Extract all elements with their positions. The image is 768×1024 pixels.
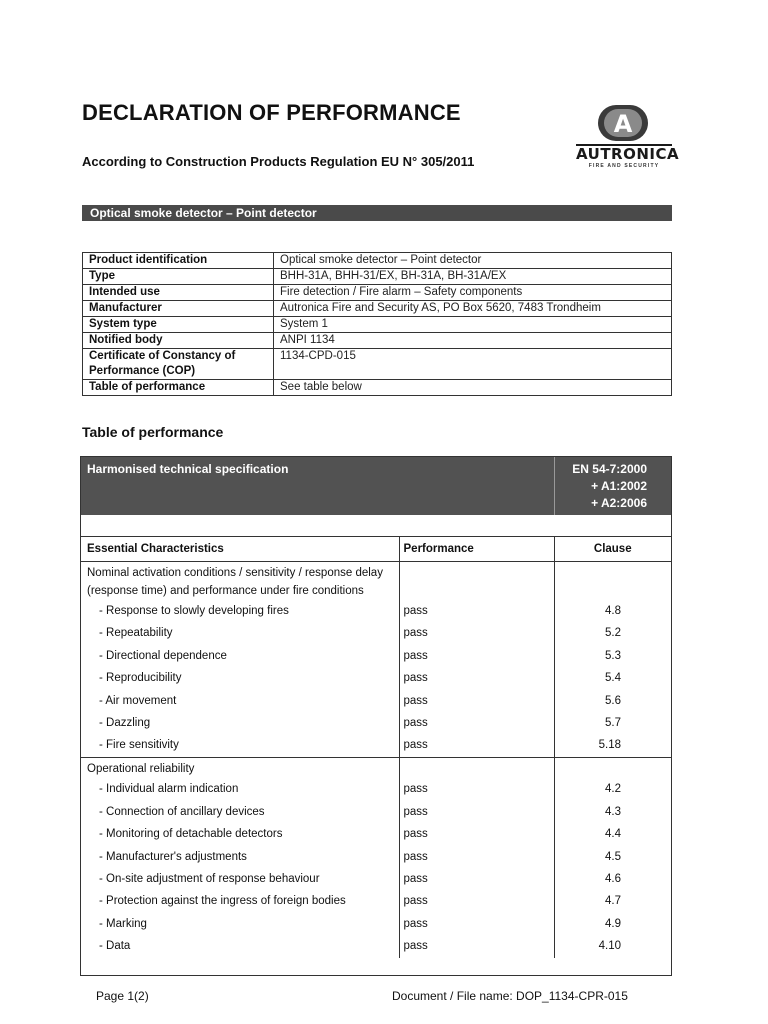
page-number: Page 1(2) [96, 989, 149, 1003]
group-title: Nominal activation conditions / sensitivity / response delay (response time) and performance under fire conditions [87, 567, 383, 597]
performance-value: pass [399, 667, 554, 689]
table-row [81, 913, 671, 935]
column-header: Essential Characteristics [81, 537, 399, 562]
table-row [81, 690, 671, 712]
spec-standard-line: EN 54-7:2000 [572, 462, 647, 476]
clause-value: 5.6 [554, 690, 671, 712]
clause-value: 4.2 [554, 778, 671, 800]
spec-standard [554, 457, 671, 515]
clause-value: 4.3 [554, 801, 671, 823]
characteristic-name: - Protection against the ingress of foreign bodies [99, 895, 346, 908]
file-name: Document / File name: DOP_1134-CPR-015 [392, 989, 628, 1003]
table-row [83, 349, 672, 380]
spec-header [81, 457, 671, 515]
table-row [83, 253, 672, 269]
id-label: Certificate of Constancy of Performance (COP) [83, 349, 274, 380]
id-value: Fire detection / Fire alarm – Safety components [274, 285, 672, 301]
clause-value: 4.8 [554, 600, 671, 622]
table-row [81, 890, 671, 912]
performance-value: pass [399, 823, 554, 845]
id-value: System 1 [274, 317, 672, 333]
clause-value: 4.7 [554, 890, 671, 912]
autronica-logo [576, 104, 680, 172]
characteristic-name: - Connection of ancillary devices [99, 805, 265, 818]
table-row [81, 667, 671, 689]
table-row [83, 333, 672, 349]
table-row [83, 317, 672, 333]
table-row [83, 380, 672, 396]
autronica-badge-icon [597, 104, 649, 142]
performance-value: pass [399, 801, 554, 823]
performance-value: pass [399, 690, 554, 712]
performance-value: pass [399, 890, 554, 912]
group-row [81, 562, 671, 601]
clause-value: 4.5 [554, 846, 671, 868]
characteristic-name: - Manufacturer's adjustments [99, 850, 247, 863]
table-row [81, 823, 671, 845]
spec-label: Harmonised technical specification [87, 462, 289, 476]
characteristic-name: - Response to slowly developing fires [99, 605, 289, 617]
column-header: Performance [399, 537, 554, 562]
table-row [83, 301, 672, 317]
performance-value: pass [399, 913, 554, 935]
clause-value: 5.4 [554, 667, 671, 689]
spec-standard-line: + A2:2006 [591, 496, 647, 510]
spec-spacer [81, 515, 671, 537]
characteristics-table [81, 537, 671, 958]
id-label: Notified body [83, 333, 274, 349]
clause-value: 4.9 [554, 913, 671, 935]
clause-value: 5.2 [554, 622, 671, 644]
logo-badge-letter: A [613, 110, 633, 138]
id-label: Type [83, 269, 274, 285]
id-label: Table of performance [83, 380, 274, 396]
table-header-row [81, 537, 671, 562]
table-row [81, 622, 671, 644]
performance-value: pass [399, 846, 554, 868]
table-row [83, 285, 672, 301]
performance-heading: Table of performance [82, 424, 224, 440]
spec-standard-line: + A1:2002 [591, 479, 647, 493]
id-value: ANPI 1134 [274, 333, 672, 349]
logo-wordmark: AUTRONICA [576, 145, 680, 163]
characteristic-name: - Directional dependence [99, 649, 227, 662]
table-row [81, 712, 671, 734]
table-row [81, 778, 671, 800]
performance-value: pass [399, 622, 554, 644]
table-row [81, 868, 671, 890]
id-value: See table below [274, 380, 672, 396]
id-label: Product identification [83, 253, 274, 269]
clause-value: 5.7 [554, 712, 671, 734]
characteristic-name: - Dazzling [99, 717, 151, 730]
document-title: DECLARATION OF PERFORMANCE [82, 100, 461, 125]
id-value: 1134-CPD-015 [274, 349, 672, 380]
clause-value: 4.6 [554, 868, 671, 890]
performance-value: pass [399, 712, 554, 734]
clause-value: 5.18 [554, 734, 671, 757]
characteristic-name: - Individual alarm indication [99, 783, 239, 796]
column-header: Clause [554, 537, 671, 562]
logo-tagline: FIRE AND SECURITY [588, 163, 660, 169]
performance-value: pass [399, 778, 554, 800]
section-bar: Optical smoke detector – Point detector [82, 205, 672, 221]
id-label: Manufacturer [83, 301, 274, 317]
performance-value: pass [399, 734, 554, 757]
characteristic-name: - Fire sensitivity [81, 734, 399, 757]
product-identification-table [82, 252, 672, 396]
performance-value: pass [399, 645, 554, 667]
group-row [81, 757, 671, 778]
characteristic-name: - Monitoring of detachable detectors [99, 828, 283, 841]
id-label: Intended use [83, 285, 274, 301]
characteristic-name: - Repeatability [99, 627, 173, 640]
characteristic-name: - On-site adjustment of response behaviour [99, 872, 320, 885]
characteristic-name: - Marking [99, 917, 147, 930]
performance-table [80, 456, 672, 976]
id-value: BHH-31A, BHH-31/EX, BH-31A, BH-31A/EX [274, 269, 672, 285]
performance-value: pass [399, 600, 554, 622]
table-row [81, 935, 671, 957]
characteristic-name: - Air movement [99, 694, 177, 707]
group-title: Operational reliability [87, 762, 195, 775]
table-row [81, 846, 671, 868]
table-row [81, 734, 671, 757]
table-row [81, 801, 671, 823]
performance-value: pass [399, 868, 554, 890]
characteristic-name: - Data [99, 940, 131, 953]
id-value: Optical smoke detector – Point detector [274, 253, 672, 269]
id-value: Autronica Fire and Security AS, PO Box 5620, 7483 Trondheim [274, 301, 672, 317]
clause-value: 4.10 [554, 935, 671, 957]
table-row [81, 645, 671, 667]
performance-value: pass [399, 935, 554, 957]
document-subtitle: According to Construction Products Regulation EU N° 305/2011 [82, 154, 475, 169]
clause-value: 4.4 [554, 823, 671, 845]
table-row [83, 269, 672, 285]
clause-value: 5.3 [554, 645, 671, 667]
characteristic-name: - Reproducibility [99, 672, 182, 685]
id-label: System type [83, 317, 274, 333]
table-row [81, 600, 671, 622]
